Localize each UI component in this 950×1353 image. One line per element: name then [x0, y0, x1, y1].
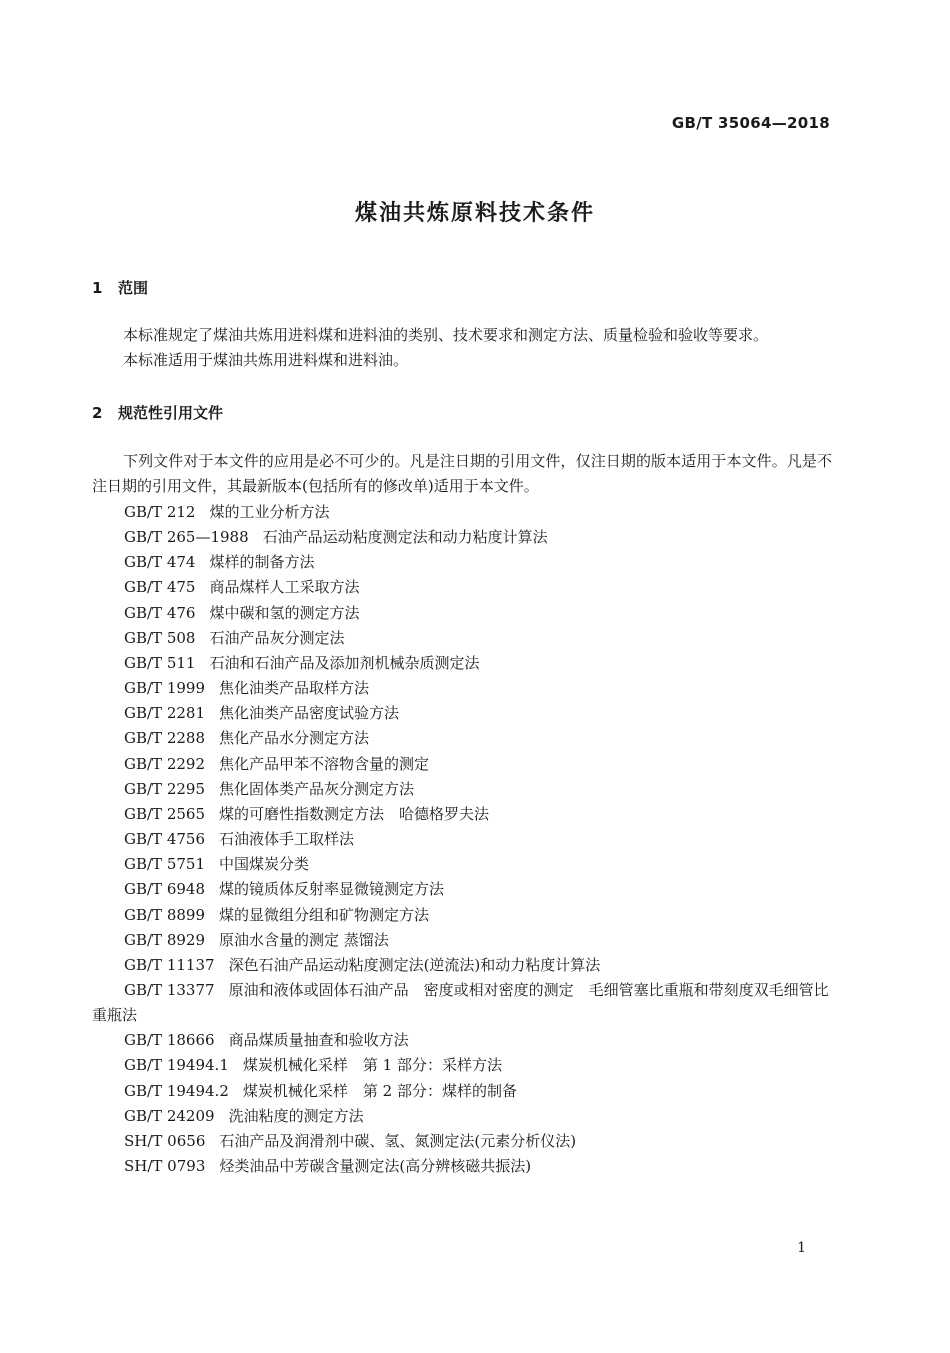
reference-title: 商品煤样人工采取方法 — [209, 578, 360, 597]
reference-code: GB/T 1999 — [124, 679, 206, 698]
reference-item — [92, 1028, 837, 1053]
reference-code: GB/T 2281 — [124, 704, 206, 723]
reference-code: GB/T 2292 — [124, 754, 206, 773]
reference-title: 煤的工业分析方法 — [209, 503, 330, 521]
reference-item — [92, 852, 837, 877]
reference-title: 原油水含量的测定 蒸馏法 — [219, 930, 389, 949]
reference-item — [92, 928, 837, 953]
reference-title: 焦化固体类产品灰分测定方法 — [219, 779, 415, 798]
reference-code: GB/T 6948 — [124, 880, 206, 899]
reference-title: 石油产品灰分测定法 — [209, 628, 345, 647]
reference-item — [92, 802, 837, 827]
reference-title: 煤炭机械化采样 第 1 部分：采样方法 — [242, 1056, 502, 1075]
references-intro: 下列文件对于本文件的应用是必不可少的。凡是注日期的引用文件，仅注日期的版本适用于本文件。凡是不注日期的引用文件，其最新版本(包括所有的修改单)适用于本文件。 — [92, 452, 832, 495]
reference-code: GB/T 474 — [124, 553, 196, 572]
reference-code: GB/T 18666 — [124, 1031, 215, 1050]
reference-code: GB/T 475 — [124, 578, 196, 597]
reference-title: 原油和液体或固体石油产品 密度或相对密度的测定 毛细管塞比重瓶和带刻度双毛细管比重瓶法 — [92, 980, 829, 1025]
scope-paragraph-1: 本标准规定了煤油共炼用进料煤和进料油的类别、技术要求和测定方法、质量检验和验收等要求。 — [123, 326, 769, 344]
reference-code: SH/T 0793 — [124, 1157, 206, 1176]
reference-title: 焦化产品甲苯不溶物含量的测定 — [219, 754, 430, 773]
standard-code: GB/T 35064—2018 — [671, 114, 830, 132]
section-1-title: 范围 — [118, 279, 149, 297]
reference-title: 石油液体手工取样法 — [219, 830, 355, 849]
reference-item — [92, 1129, 837, 1154]
page-number: 1 — [797, 1240, 806, 1256]
reference-code: GB/T 19494.2 — [124, 1081, 229, 1100]
reference-item — [92, 1104, 837, 1129]
reference-item — [92, 903, 837, 928]
reference-code: GB/T 2288 — [124, 729, 206, 748]
reference-item — [92, 676, 837, 701]
reference-title: 石油和石油产品及添加剂机械杂质测定法 — [209, 653, 480, 672]
reference-code: GB/T 265—1988 — [124, 528, 249, 547]
section-2-heading — [92, 402, 223, 423]
reference-code: GB/T 8899 — [124, 905, 206, 924]
reference-title: 焦化油类产品密度试验方法 — [219, 704, 400, 723]
reference-title: 石油产品运动粘度测定法和动力粘度计算法 — [262, 528, 548, 547]
reference-list — [92, 500, 837, 1179]
reference-code: GB/T 4756 — [124, 830, 206, 849]
reference-code: GB/T 2565 — [124, 804, 206, 823]
reference-code: GB/T 508 — [124, 628, 196, 647]
reference-code: GB/T 212 — [124, 503, 196, 521]
reference-title: 煤的可磨性指数测定方法 哈德格罗夫法 — [219, 804, 490, 823]
reference-code: GB/T 11137 — [124, 955, 215, 974]
reference-item — [92, 877, 837, 902]
reference-item — [92, 626, 837, 651]
reference-item — [92, 550, 837, 575]
reference-item — [92, 777, 837, 802]
section-1-heading — [92, 277, 148, 298]
reference-item — [92, 726, 837, 751]
reference-item — [92, 701, 837, 726]
reference-title: 石油产品及润滑剂中碳、氢、氮测定法(元素分析仪法) — [219, 1131, 577, 1150]
reference-title: 中国煤炭分类 — [219, 855, 310, 874]
reference-item — [92, 978, 837, 1028]
reference-code: GB/T 511 — [124, 653, 196, 672]
reference-item — [92, 752, 837, 777]
reference-code: GB/T 5751 — [124, 855, 206, 874]
reference-title: 煤的显微组分组和矿物测定方法 — [219, 905, 430, 924]
section-2-title: 规范性引用文件 — [118, 404, 224, 422]
reference-item — [92, 1053, 837, 1078]
reference-title: 焦化油类产品取样方法 — [219, 679, 370, 698]
reference-item — [92, 827, 837, 852]
section-1-number: 1 — [92, 279, 103, 297]
reference-title: 深色石油产品运动粘度测定法(逆流法)和动力粘度计算法 — [228, 955, 601, 974]
reference-code: GB/T 13377 — [124, 980, 215, 999]
reference-item — [92, 1154, 837, 1179]
reference-item — [92, 500, 837, 525]
reference-title: 煤样的制备方法 — [209, 553, 315, 572]
reference-title: 煤的镜质体反射率显微镜测定方法 — [219, 880, 445, 899]
reference-title: 洗油粘度的测定方法 — [228, 1106, 364, 1125]
reference-title: 烃类油品中芳碳含量测定法(高分辨核磁共振法) — [219, 1157, 532, 1176]
reference-item — [92, 651, 837, 676]
reference-code: GB/T 476 — [124, 603, 196, 622]
reference-title: 商品煤质量抽查和验收方法 — [228, 1031, 409, 1050]
reference-item — [92, 525, 837, 550]
reference-item — [92, 1079, 837, 1104]
reference-item — [92, 601, 837, 626]
reference-item — [92, 575, 837, 600]
document-title: 煤油共炼原料技术条件 — [354, 201, 595, 226]
reference-code: GB/T 2295 — [124, 779, 206, 798]
reference-title: 煤炭机械化采样 第 2 部分：煤样的制备 — [242, 1081, 517, 1100]
reference-item — [92, 953, 837, 978]
reference-code: GB/T 8929 — [124, 930, 206, 949]
reference-code: GB/T 24209 — [124, 1106, 215, 1125]
reference-code: SH/T 0656 — [124, 1131, 206, 1150]
section-2-number: 2 — [92, 404, 103, 422]
reference-title: 焦化产品水分测定方法 — [219, 729, 370, 748]
scope-paragraph-2: 本标准适用于煤油共炼用进料煤和进料油。 — [123, 351, 409, 369]
reference-code: GB/T 19494.1 — [124, 1056, 229, 1075]
reference-title: 煤中碳和氢的测定方法 — [209, 603, 360, 622]
